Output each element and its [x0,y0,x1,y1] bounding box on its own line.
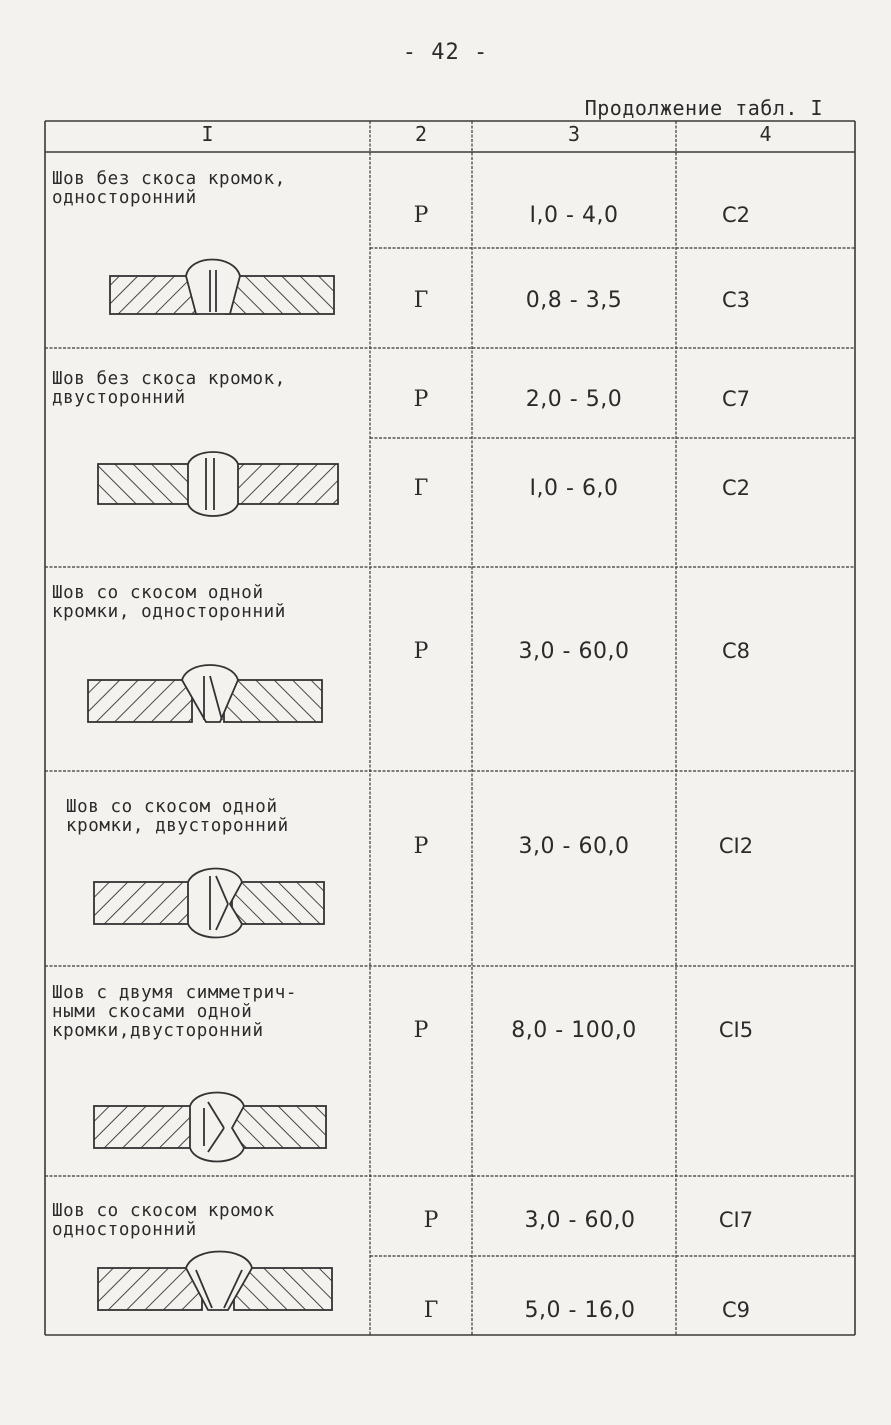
table-continuation-label: Продолжение табл. I [584,96,823,120]
row-6-entry-2-type: Г [423,1298,439,1323]
row-2-entry-2-range: I,0 - 6,0 [529,476,619,501]
row-6-entry-1-type: Р [423,1208,439,1233]
row-4-description: Шов со скосом одной кромки, двусторонний [66,797,289,836]
row-6-entry-1-code: СI7 [718,1208,754,1232]
row-5-entry-1-code: СI5 [718,1018,754,1042]
row-1-entry-1-code: С2 [721,203,751,227]
row-5-entry-1-type: Р [413,1018,429,1043]
row-1-entry-2-code: С3 [721,288,751,312]
row-2-description: Шов без скоса кромок, двусторонний [52,369,286,408]
row-2-entry-2-code: С2 [721,476,751,500]
row-5-description: Шов с двумя симметрич- ными скосами одной кромки,двусторонний [52,983,297,1041]
row-1-entry-2-range: 0,8 - 3,5 [525,288,623,313]
header-col-4: 4 [759,122,772,146]
row-4-entry-1-type: Р [413,834,429,859]
row-6-description: Шов со скосом кромок односторонний [52,1201,275,1240]
row-6-entry-1-range: 3,0 - 60,0 [524,1208,636,1233]
row-3-entry-1-type: Р [413,639,429,664]
row-4-entry-1-code: СI2 [718,834,754,858]
row-6-entry-2-range: 5,0 - 16,0 [524,1298,636,1323]
row-1-entry-2-type: Г [413,288,429,313]
row-2-entry-2-type: Г [413,476,429,501]
row-4-entry-1-range: 3,0 - 60,0 [518,834,630,859]
single-bevel-two-sided-weld-icon [92,862,328,944]
weld-table [44,120,856,1336]
row-5-entry-1-range: 8,0 - 100,0 [511,1018,637,1043]
row-3-entry-1-range: 3,0 - 60,0 [518,639,630,664]
row-2-entry-1-code: С7 [721,387,751,411]
row-3-entry-1-code: С8 [721,639,751,663]
row-2-entry-1-type: Р [413,387,429,412]
row-6-entry-2-code: С9 [721,1298,751,1322]
double-bevel-weld-icon [92,1086,330,1168]
page-number: - 42 - [402,40,489,65]
row-1-entry-1-type: Р [413,203,429,228]
row-1-description: Шов без скоса кромок, односторонний [52,169,286,208]
v-groove-weld-icon [96,1248,336,1324]
header-col-2: 2 [414,122,428,146]
row-3-description: Шов со скосом одной кромки, односторонний [52,583,286,622]
header-col-3: 3 [567,122,581,146]
header-col-1: I [201,122,214,146]
row-2-entry-1-range: 2,0 - 5,0 [525,387,623,412]
single-sided-square-butt-weld-icon [108,250,338,322]
row-1-entry-1-range: I,0 - 4,0 [529,203,619,228]
double-sided-square-butt-weld-icon [96,446,342,522]
single-bevel-one-sided-weld-icon [86,658,326,730]
